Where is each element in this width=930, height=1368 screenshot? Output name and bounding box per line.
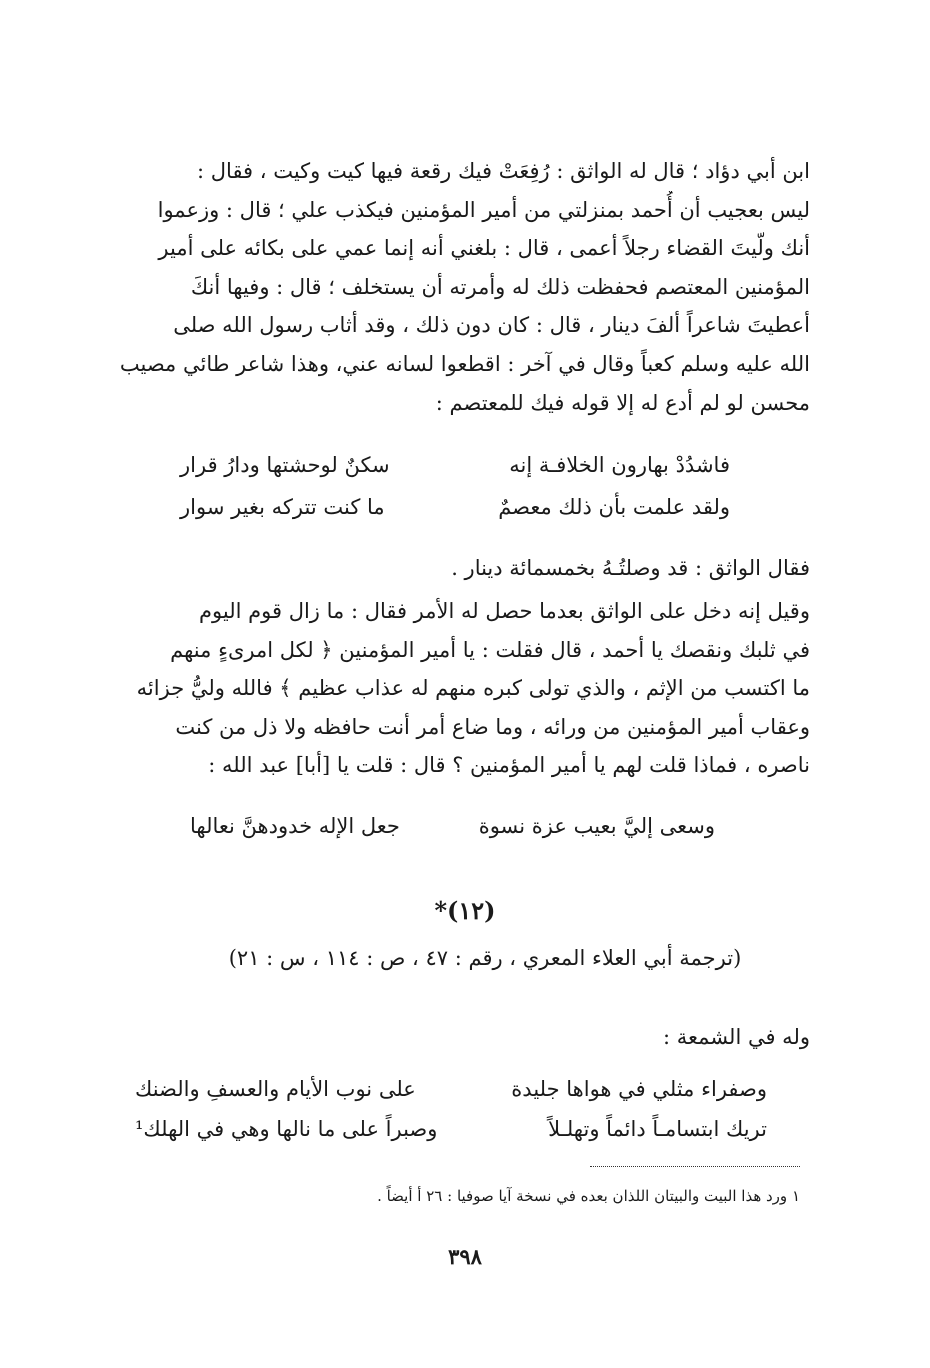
paragraph-ahmad-reply [110,592,810,785]
paragraph-candle-intro [110,1018,810,1057]
text-line: وعقاب أمير المؤمنين من ورائه ، وما ضاع أمر أنت حافظه ولا ذل من كنت [175,714,810,739]
text-line: محسن لو لم أدع له إلا قوله فيك للمعتصم : [435,390,810,415]
paragraph-wathiq-dialogue [110,152,810,422]
text-line: وله في الشمعة : [663,1025,810,1049]
text-line: في ثلبك ونقصك يا أحمد ، قال فقلت : يا أمير المؤمنين ﴿ لكل امرىءٍ منهم [170,637,810,662]
text-line: ما اكتسب من الإثم ، والذي تولى كبره منهم له عذاب عظيم ﴾ فالله وليُّ جزائه [136,676,810,701]
verse-first-hemistich: فاشدُدْ بهارون الخلافـة إنه [509,453,730,477]
verse-line [190,808,715,844]
verse-second-hemistich: جعل الإله خدودهنَّ نعالها [190,814,400,838]
verse-line [135,1111,767,1147]
verse-second-hemistich: على نوب الأيام والعسفِ والضنك [135,1077,416,1101]
text-line: أنك ولّيتَ القضاء رجلاً أعمى ، قال : بلغني أنه إنما عمي على بكائه على أمير [158,236,810,261]
verse-second-hemistich: سكنٌ لوحشتها ودارُ قرار [180,453,390,477]
section-source-reference: (ترجمة أبي العلاء المعري ، رقم : ٤٧ ، ص : ١١٤ ، س : ٢١) [228,946,742,970]
verse-first-hemistich: ولقد علمت بأن ذلك معصمٌ [498,495,730,519]
page-number: ٣٩٨ [448,1244,482,1269]
text-line: المؤمنين المعتصم فحفظت ذلك له وأمرته أن يستخلف ؛ قال : وفيها أنكَ [190,274,810,299]
verse-first-hemistich: تريك ابتسامـاً دائماً وتهلـلاً [548,1117,767,1141]
verse-second-hemistich: وصبراً على ما نالها وهي في الهلك¹ [135,1117,438,1141]
text-line: ليس بعجيب أن أُحمد بمنزلتي من أمير المؤمنين فيكذب علي ؛ قال : وزعموا [157,197,810,222]
verse-first-hemistich: وصفراء مثلي في هواها جليدة [511,1077,767,1101]
footnote-divider [590,1166,800,1167]
text-line: ابن أبي دؤاد ؛ قال له الواثق : رُفِعَتْ فيك رقعة فيها كيت وكيت ، فقال : [197,159,810,183]
paragraph-wathiq-reward [110,549,810,588]
footnote: ١ ورد هذا البيت والبيتان اللذان بعده في نسخة آيا صوفيا : ٢٦ أ أيضاً . [377,1187,800,1205]
verse-second-hemistich: ما كنت تتركه بغير سوار [180,495,385,519]
text-line: الله عليه وسلم كعباً وقال في آخر : اقطعوا لسانه عني، وهذا شاعر طائي مصيب [119,351,810,376]
verse-line [135,1071,767,1107]
text-line: فقال الواثق : قد وصلتُـهُ بخمسمائة دينار . [451,556,810,580]
text-line: وقيل إنه دخل على الواثق بعدما حصل له الأمر فقال : ما زال قوم اليوم [199,599,810,623]
verse-line [170,447,730,483]
section-number: (١٢)* [434,896,496,925]
verse-line [170,489,730,525]
text-line: ناصره ، فماذا قلت لهم يا أمير المؤمنين ؟ قال : قلت يا [أبا] عبد الله : [208,753,810,778]
text-line: أعطيتَ شاعراً ألفَ دينار ، قال : كان دون ذلك ، وقد أثاب رسول الله صلى [173,313,810,338]
verse-first-hemistich: وسعى إليَّ بعيب عزة نسوة [478,814,715,838]
